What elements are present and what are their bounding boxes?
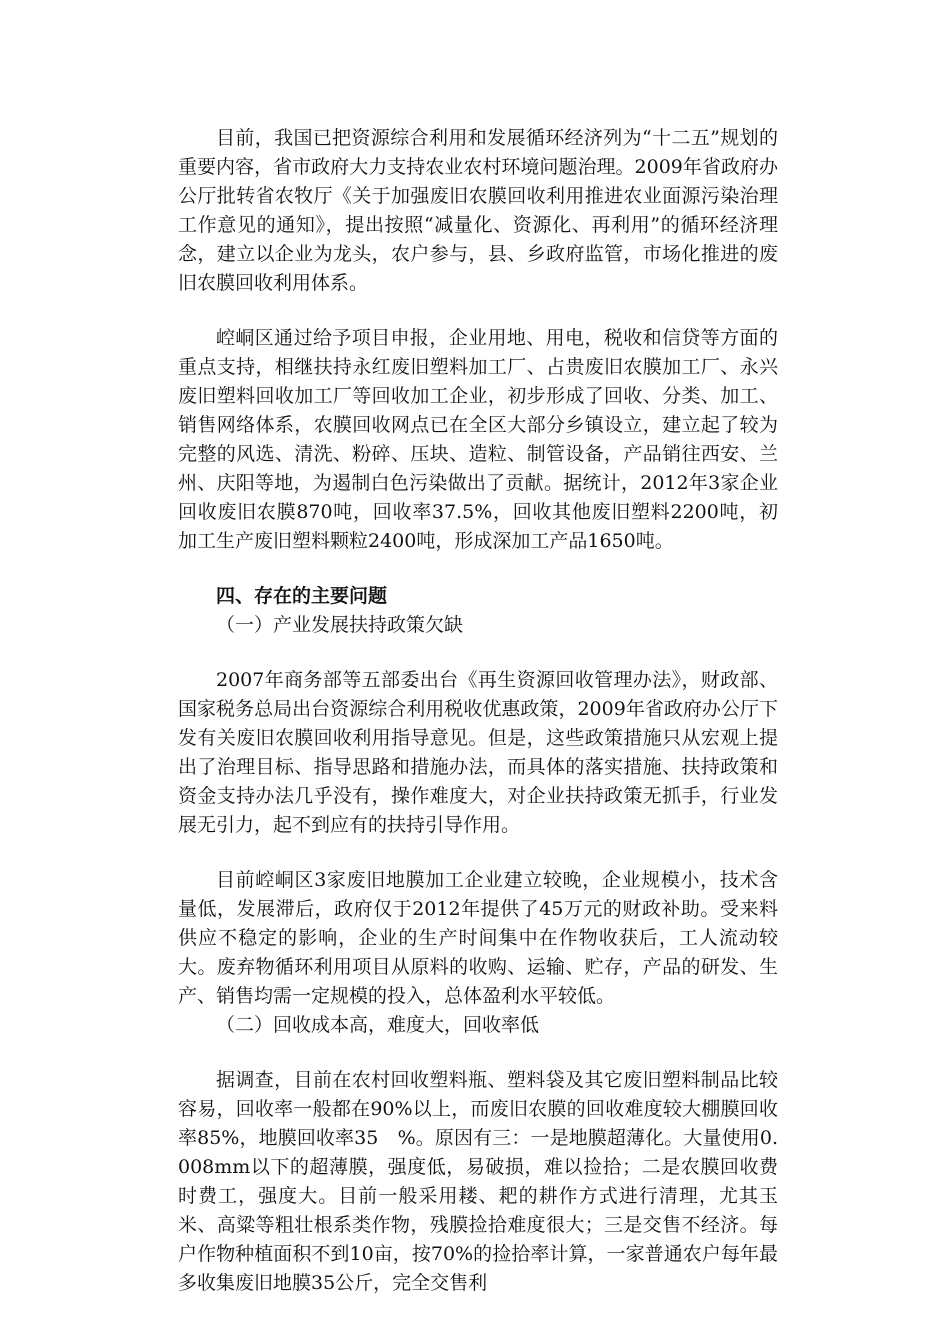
paragraph-recycling-survey: 据调查，目前在农村回收塑料瓶、塑料袋及其它废旧塑料制品比较容易，回收率一般都在90%以上，而废旧农膜的回收难度较大棚膜回收率85%，地膜回收率35 %。原因有三：一是地膜超薄化。大量使用0.008mm以下的超薄膜，强度低，易破损，难以捡拾；二是农膜回收费时费工，强度大。目前一般采用耧、耙的耕作方式进行清理，尤其玉米、高粱等粗壮根系类作物，残膜捡拾难度很大；三是交售不经济。每户作物种植面积不到10亩，按70%的捡拾率计算，一家普通农户每年最多收集废旧地膜35公斤，完全交售利 — [178, 1069, 778, 1294]
paragraph-policy-details: 2007年商务部等五部委出台《再生资源回收管理办法》，财政部、国家税务总局出台资源综合利用税收优惠政策，2009年省政府办公厅下发有关废旧农膜回收利用指导意见。但是，这些政策措施只从宏观上提出了治理目标、指导思路和措施办法，而具体的落实措施、扶持政策和资金支持办法几乎没有，操作难度大，对企业扶持政策无抓手，行业发展无引力，起不到应有的扶持引导作用。 — [178, 669, 778, 836]
paragraph-enterprise-status: 目前崆峒区3家废旧地膜加工企业建立较晚，企业规模小，技术含量低，发展滞后，政府仅于2012年提供了45万元的财政补助。受来料供应不稳定的影响，企业的生产时间集中在作物收获后，工人流动较大。废弃物循环利用项目从原料的收购、运输、贮存，产品的研发、生产、销售均需一定规模的投入，总体盈利水平较低。 — [178, 869, 778, 1007]
document-page — [178, 124, 778, 1298]
subsection-heading-recycling-cost: （二）回收成本高，难度大，回收率低 — [216, 1014, 540, 1036]
subsection-heading-policy: （一）产业发展扶持政策欠缺 — [216, 614, 464, 636]
section-heading-main-problems: 四、存在的主要问题 — [216, 585, 388, 607]
paragraph-kongtong-progress: 崆峒区通过给予项目申报，企业用地、用电，税收和信贷等方面的重点支持，相继扶持永红废旧塑料加工厂、占贵废旧农膜加工厂、永兴废旧塑料回收加工厂等回收加工企业，初步形成了回收、分类、加工、销售网络体系，农膜回收网点已在全区大部分乡镇设立，建立起了较为完整的风选、清洗、粉碎、压块、造粒、制管设备，产品销往西安、兰州、庆阳等地，为遏制白色污染做出了贡献。据统计，2012年3家企业回收废旧农膜870吨，回收率37.5%，回收其他废旧塑料2200吨，初加工生产废旧塑料颗粒2400吨，形成深加工产品1650吨。 — [178, 327, 778, 552]
paragraph-circular-economy-policy: 目前，我国已把资源综合利用和发展循环经济列为“十二五”规划的重要内容，省市政府大力支持农业农村环境问题治理。2009年省政府办公厅批转省农牧厅《关于加强废旧农膜回收利用推进农业面源污染治理工作意见的通知》，提出按照“减量化、资源化、再利用”的循环经济理念，建立以企业为龙头，农户参与，县、乡政府监管，市场化推进的废旧农膜回收利用体系。 — [178, 127, 778, 294]
